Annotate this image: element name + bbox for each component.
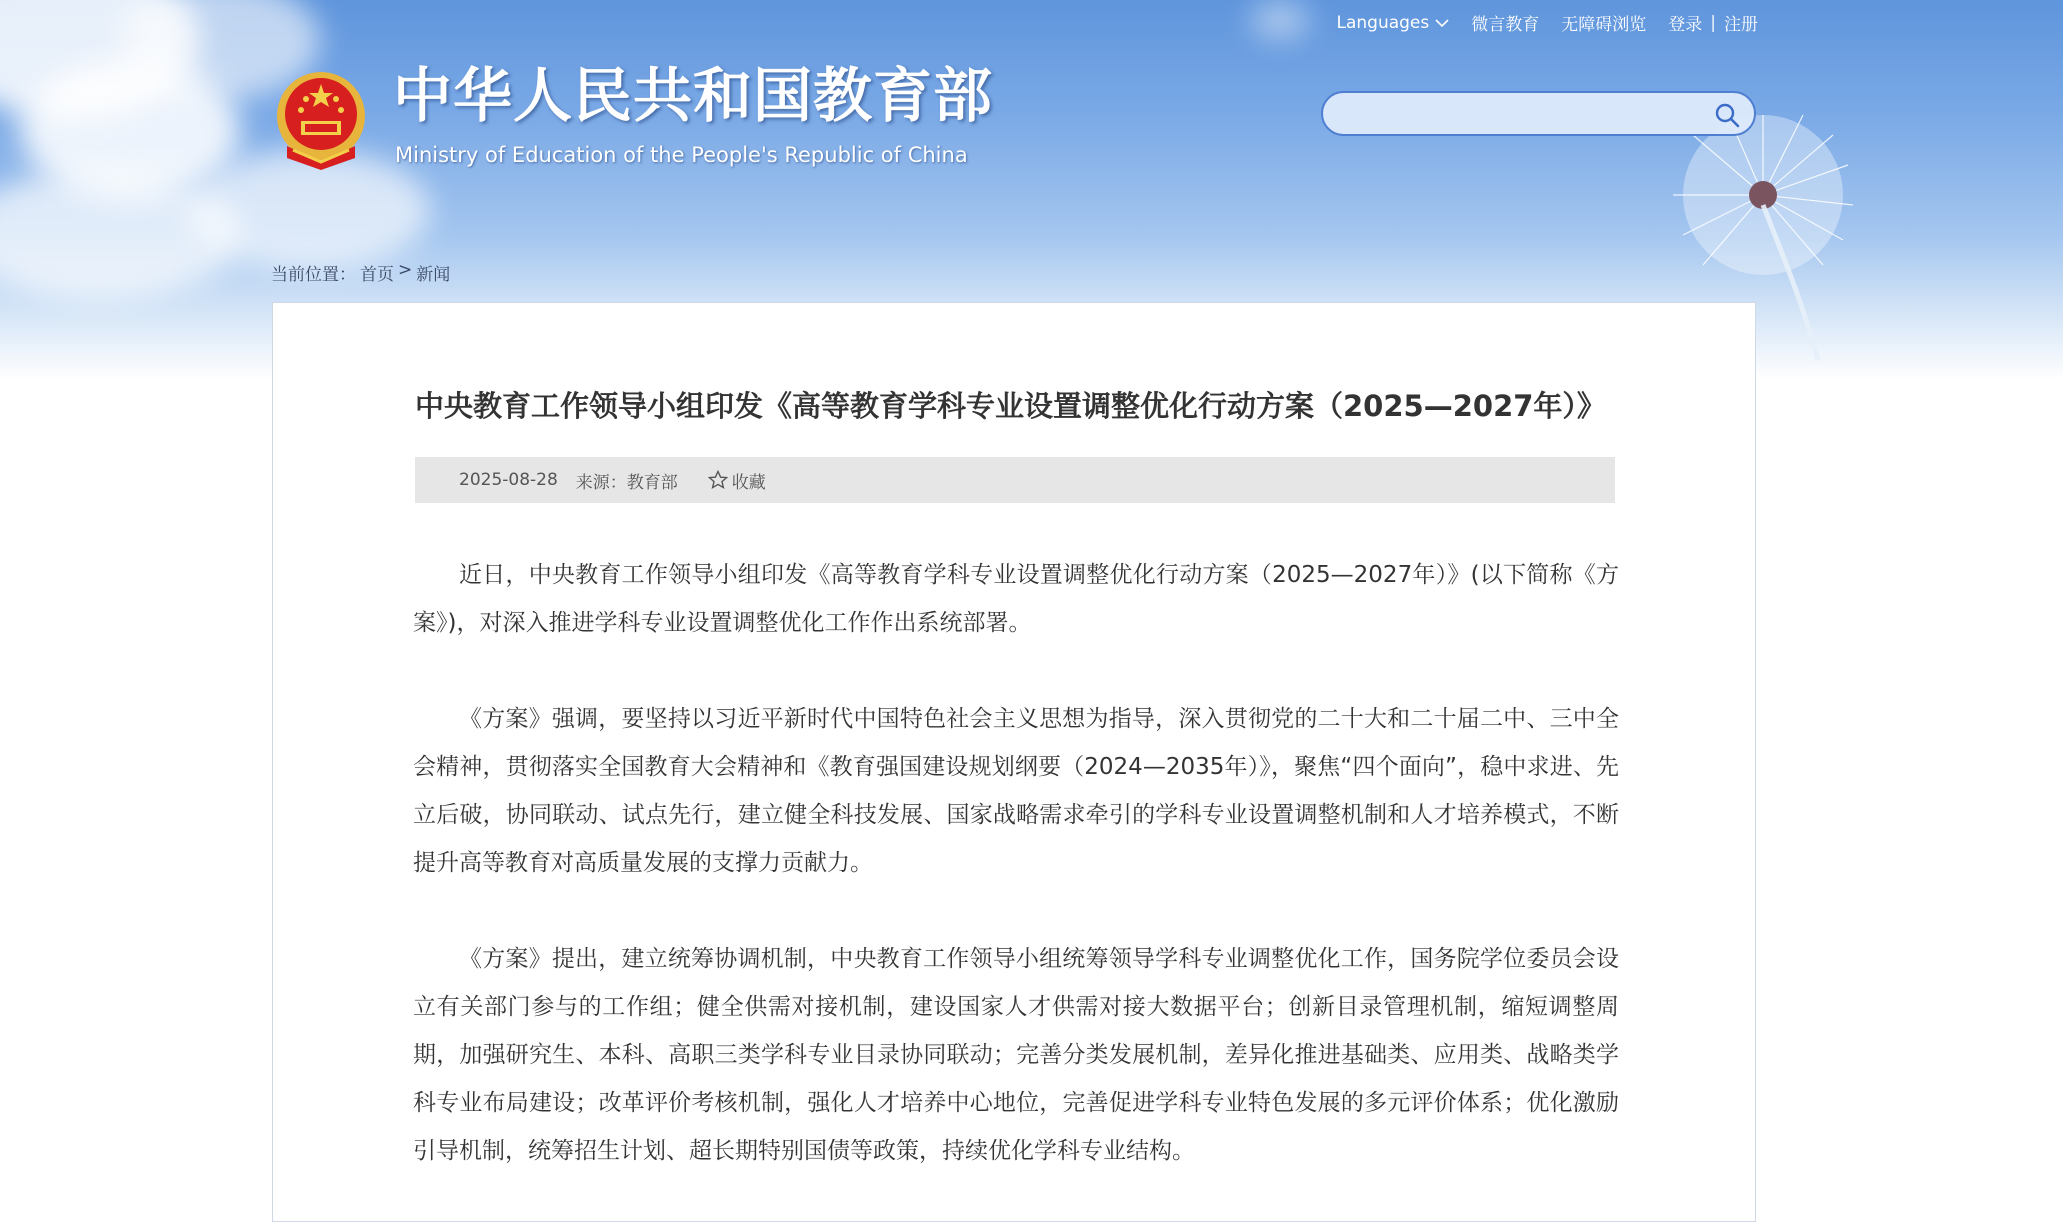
breadcrumb-news[interactable]: 新闻 (416, 265, 451, 285)
login-link[interactable]: 登录 (1668, 15, 1703, 35)
favorite-button[interactable] (708, 468, 766, 493)
article-source: 来源：教育部 (575, 472, 678, 493)
breadcrumb (271, 260, 450, 285)
article-meta-bar (415, 457, 1615, 503)
accessible-browsing-link[interactable]: 无障碍浏览 (1561, 15, 1647, 35)
article-paragraph: 近日，中央教育工作领导小组印发《高等教育学科专业设置调整优化行动方案（2025—2027年）》(以下简称《方案》)，对深入推进学科专业设置调整优化工作作出系统部署。 (413, 562, 1619, 636)
article-date: 2025-08-28 (459, 470, 558, 490)
chevron-down-icon (1435, 18, 1449, 28)
languages-dropdown[interactable] (1337, 13, 1450, 33)
site-title-chinese: 中华人民共和国教育部 (393, 61, 994, 130)
breadcrumb-home[interactable]: 首页 (360, 265, 394, 285)
auth-separator: | (1710, 12, 1716, 33)
search-icon[interactable] (1714, 102, 1740, 128)
article-paragraph: 《方案》强调，要坚持以习近平新时代中国特色社会主义思想为指导，深入贯彻党的二十大和二十届二中、三中全会精神，贯彻落实全国教育大会精神和《教育强国建设规划纲要（2024—2035年）》，聚焦“四个面向”，稳中求进、先立后破，协同联动、试点先行，建立健全科技发展、国家战略需求牵引的学科专业设置调整机制和人才培养模式，不断提升高等教育对高质量发展的支撑力贡献力。 (413, 706, 1619, 876)
breadcrumb-prefix: 当前位置： (271, 265, 356, 285)
star-icon (708, 470, 728, 490)
languages-label: Languages (1336, 12, 1430, 33)
article-paragraph: 《方案》提出，建立统筹协调机制，中央教育工作领导小组统筹领导学科专业调整优化工作，国务院学位委员会设立有关部门参与的工作组；健全供需对接机制，建设国家人才供需对接大数据平台；创新目录管理机制，缩短调整周期，加强研究生、本科、高职三类学科专业目录协同联动；完善分类发展机制，差异化推进基础类、应用类、战略类学科专业布局建设；改革评价考核机制，强化人才培养中心地位，完善促进学科专业特色发展的多元评价体系；优化激励引导机制，统筹招生计划、超长期特别国债等政策，持续优化学科专业结构。 (413, 946, 1619, 1164)
search-box (1321, 91, 1756, 136)
top-navigation (1337, 10, 1759, 35)
weiyan-education-link[interactable]: 微言教育 (1471, 15, 1540, 35)
article-body (413, 551, 1619, 1223)
search-input[interactable] (1341, 93, 1705, 136)
article-title: 中央教育工作领导小组印发《高等教育学科专业设置调整优化行动方案（2025—2027年）》 (415, 389, 1606, 423)
national-emblem-icon (273, 66, 370, 171)
breadcrumb-separator: > (398, 260, 413, 280)
register-link[interactable]: 注册 (1724, 15, 1758, 35)
site-title-english: Ministry of Education of the People's Republic of China (395, 143, 968, 167)
favorite-label: 收藏 (731, 472, 766, 493)
